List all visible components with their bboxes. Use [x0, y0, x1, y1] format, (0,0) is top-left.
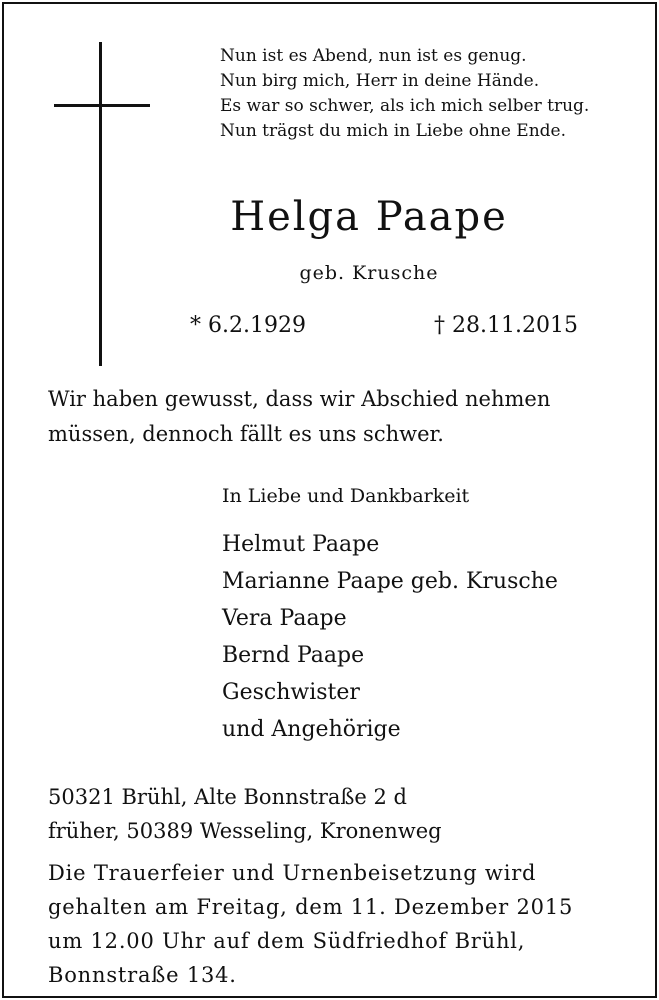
death-date: † 28.11.2015 [434, 313, 578, 338]
thanks-line: In Liebe und Dankbarkeit [222, 485, 470, 507]
mourner-name: Bernd Paape [222, 643, 365, 668]
poem-line: Nun trägst du mich in Liebe ohne Ende. [220, 121, 567, 141]
mourner-name: Marianne Paape geb. Krusche [222, 569, 558, 594]
address-line: 50321 Brühl, Alte Bonnstraße 2 d [48, 785, 407, 809]
ceremony-line: um 12.00 Uhr auf dem Südfriedhof Brühl, [48, 929, 526, 953]
birth-date: * 6.2.1929 [190, 313, 306, 338]
maiden-name: geb. Krusche [299, 262, 439, 284]
poem-line: Nun birg mich, Herr in deine Hände. [220, 71, 540, 91]
poem-line: Es war so schwer, als ich mich selber trug. [220, 96, 590, 116]
obituary-frame [2, 2, 657, 998]
ceremony-line: gehalten am Freitag, dem 11. Dezember 2015 [48, 895, 574, 919]
address-block [48, 780, 648, 848]
ceremony-line: Die Trauerfeier und Urnenbeisetzung wird [48, 861, 537, 885]
mourners-list [222, 526, 642, 748]
poem [220, 44, 620, 144]
mourner-name: und Angehörige [222, 717, 401, 742]
mourner-name: Vera Paape [222, 606, 347, 631]
cross-vertical-bar [99, 42, 102, 366]
poem-line: Nun ist es Abend, nun ist es genug. [220, 46, 527, 66]
cross-horizontal-bar [54, 104, 150, 107]
address-line: früher, 50389 Wesseling, Kronenweg [48, 819, 442, 843]
cross-icon [54, 42, 150, 366]
intro-text [48, 382, 648, 452]
intro-line: Wir haben gewusst, dass wir Abschied nehmen [48, 387, 551, 411]
ceremony-info [48, 856, 648, 992]
mourner-name: Helmut Paape [222, 532, 380, 557]
mourner-name: Geschwister [222, 680, 360, 705]
deceased-name: Helga Paape [230, 194, 508, 240]
intro-line: müssen, dennoch fällt es uns schwer. [48, 422, 444, 446]
ceremony-line: Bonnstraße 134. [48, 963, 237, 987]
